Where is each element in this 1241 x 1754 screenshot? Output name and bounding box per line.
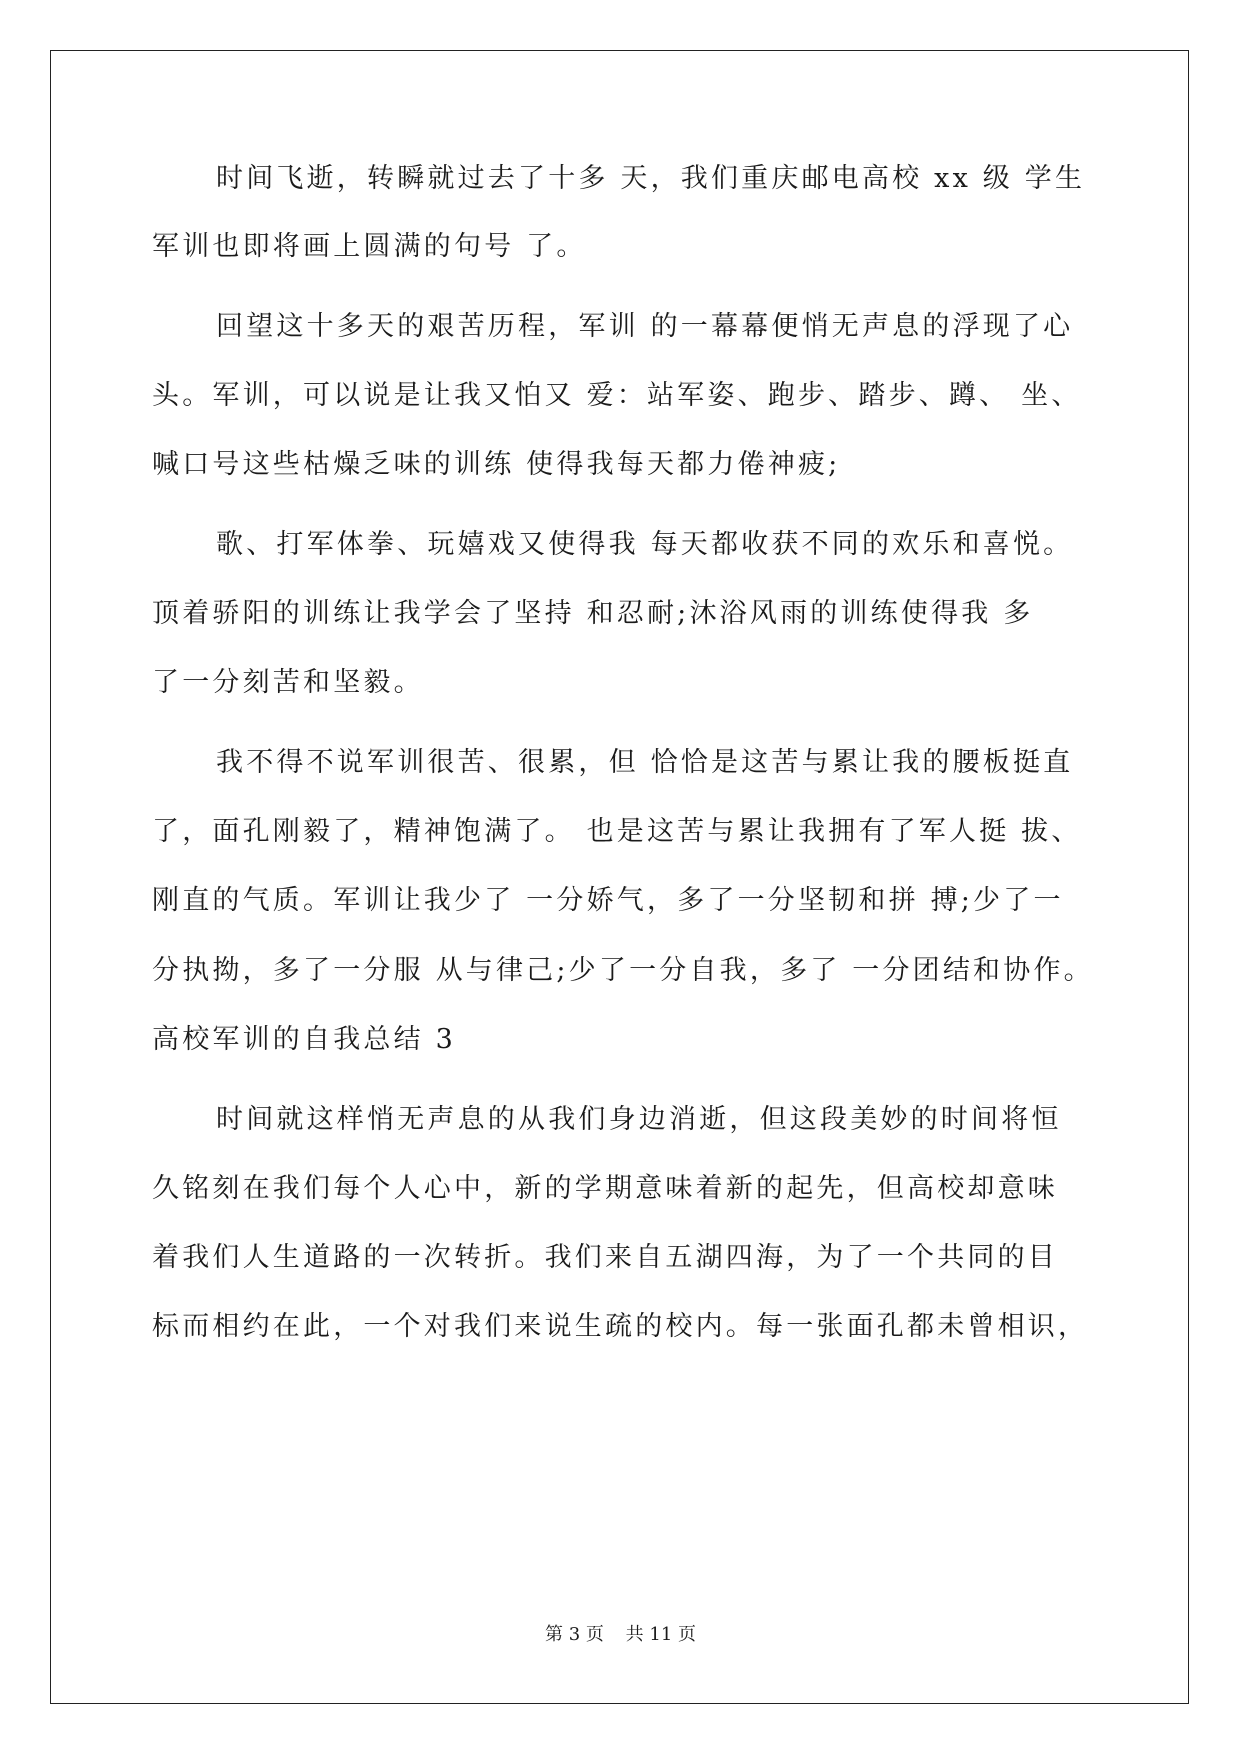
text-line: 了一分刻苦和坚毅。 (152, 667, 424, 698)
page-number: 第 3 页 (545, 1624, 604, 1645)
text-line: 我不得不说军训很苦、很累，但 恰恰是这苦与累让我的腰板挺直 (216, 747, 1074, 778)
text-line: 回望这十多天的艰苦历程，军训 的一幕幕便悄无声息的浮现了心 (216, 311, 1074, 342)
section-heading: 高校军训的自我总结 3 (152, 1024, 456, 1055)
text-line: 刚直的气质。军训让我少了 一分娇气，多了一分坚韧和拼 搏;少了一 (152, 885, 1064, 916)
text-line: 标而相约在此，一个对我们来说生疏的校内。每一张面孔都未曾相识， (152, 1311, 1089, 1342)
text-line: 着我们人生道路的一次转折。我们来自五湖四海，为了一个共同的目 (152, 1242, 1058, 1273)
text-line: 时间飞逝，转瞬就过去了十多 天，我们重庆邮电高校 xx 级 学生 (216, 163, 1086, 194)
page-footer (0, 1620, 1241, 1646)
text-line: 顶着骄阳的训练让我学会了坚持 和忍耐;沐浴风雨的训练使得我 多 (152, 598, 1034, 629)
text-line: 分执拗，多了一分服 从与律己;少了一分自我，多了 一分团结和协作。 (152, 955, 1094, 986)
text-line: 喊口号这些枯燥乏味的训练 使得我每天都力倦神疲; (152, 449, 841, 480)
text-line: 久铭刻在我们每个人心中，新的学期意味着新的起先，但高校却意味 (152, 1173, 1058, 1204)
page-border (50, 50, 1189, 1704)
text-line: 歌、打军体拳、玩嬉戏又使得我 每天都收获不同的欢乐和喜悦。 (216, 529, 1074, 560)
page-total: 共 11 页 (625, 1624, 696, 1645)
text-line: 军训也即将画上圆满的句号 了。 (152, 231, 587, 262)
text-line: 头。军训，可以说是让我又怕又 爱：站军姿、跑步、踏步、蹲、 坐、 (152, 380, 1082, 411)
text-line: 了，面孔刚毅了，精神饱满了。 也是这苦与累让我拥有了军人挺 拔、 (152, 816, 1082, 847)
text-line: 时间就这样悄无声息的从我们身边消逝，但这段美妙的时间将恒 (216, 1104, 1062, 1135)
